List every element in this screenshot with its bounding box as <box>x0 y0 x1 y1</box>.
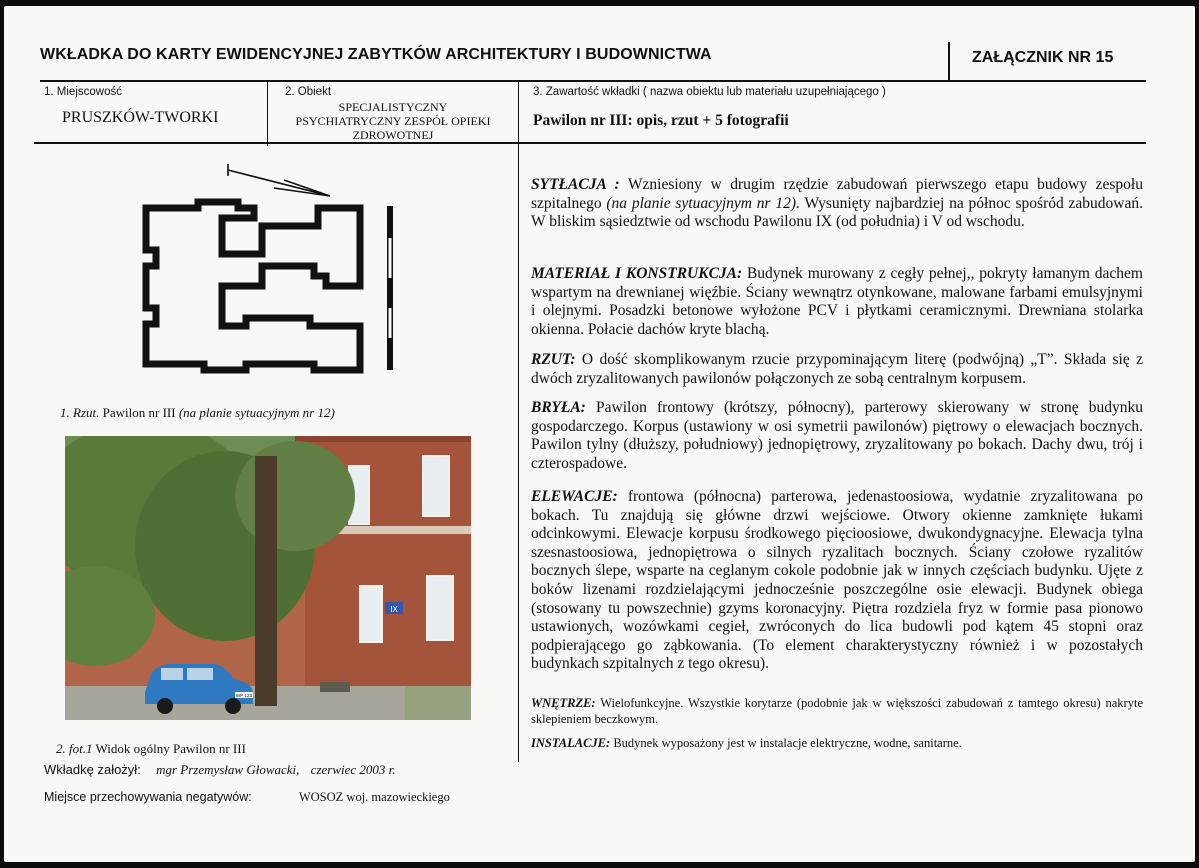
section-material <box>531 265 1143 339</box>
scale-bar-segment <box>389 308 392 338</box>
content-value: Pawilon nr III: opis, rzut + 5 fotografii <box>533 112 789 129</box>
north-arrow-head <box>274 180 330 196</box>
annex-number: ZAŁĄCZNIK NR 15 <box>972 49 1114 66</box>
field-divider-2 <box>518 82 519 146</box>
object-label: 2. Obiekt <box>285 86 332 98</box>
floor-plan-drawing <box>134 158 404 380</box>
storage-value: WOSOZ woj. mazowieckiego <box>298 790 450 804</box>
photo-caption-num: 2. <box>56 741 66 756</box>
header-divider <box>948 42 950 82</box>
section-instalacje <box>531 735 1143 751</box>
storage-label: Miejsce przechowywania negatywów: <box>44 790 252 804</box>
building-outline <box>146 202 360 370</box>
section-heading: BRYŁA: <box>531 399 586 416</box>
section-text: Wielofunkcyjne. Wszystkie korytarze (podobnie jak w większości zabudowań z tamtego okresu) nakryte sklepieniem beczkowym. <box>531 696 1143 726</box>
author-date: czerwiec 2003 r. <box>310 762 396 777</box>
fields-rule <box>34 142 1146 144</box>
building-photo <box>65 436 471 720</box>
photo-caption <box>56 741 246 757</box>
section-heading: WNĘTRZE: <box>531 696 596 710</box>
section-heading: RZUT: <box>531 351 576 368</box>
object-value-line: ZDROWOTNEJ <box>352 128 434 142</box>
section-text: Budynek murowany z cegły pełnej,, pokryty łamanym dachem wspartym na drewnianej więźbie. Ściany wewnątrz otynkowane, malowane farbami emulsyjnymi i olejnymi. Posadzki betonowe wyłożone PCV i płytkami ceramicznymi. Drewniana stolarka okienna. Połacie dachów kryte blachą. <box>531 265 1143 338</box>
column-divider <box>518 144 519 762</box>
section-heading: ELEWACJE: <box>531 488 618 505</box>
object-value-line: PSYCHIATRYCZNY ZESPÓŁ OPIEKI <box>295 114 491 128</box>
section-heading: INSTALACJE: <box>531 736 611 750</box>
header-rule <box>40 80 1146 82</box>
section-text-italic: (na planie sytuacyjnym nr 12). <box>606 194 800 212</box>
photo-caption-fot: fot.1 <box>69 741 93 756</box>
section-elewacje <box>531 488 1143 674</box>
place-value: PRUSZKÓW-TWORKI <box>62 109 219 126</box>
place-label: 1. Miejscowość <box>44 86 122 98</box>
section-bryla <box>531 399 1143 473</box>
car-plate-text: WP 123 <box>236 693 252 698</box>
section-text: Pawilon frontowy (krótszy, północny), parterowy skierowany w stronę budynku gospodarczego. Korpus (ustawiony w osi symetrii pawilonów) piętrowy o elewacjach bocznych. Pawilon tylny (dłuższy, południowy) jednopiętrowy, zryzalitowany po bokach. Dachy dwu, trój i czterospadowe. <box>531 399 1143 472</box>
section-text: Wysunięty najbardziej na północ spośród zabudowań. W bliskim sąsiedztwie od wschodu Pawilonu IX (od południa) i V od wschodu. <box>531 194 1143 231</box>
document-title: WKŁADKA DO KARTY EWIDENCYJNEJ ZABYTKÓW ARCHITEKTURY I BUDOWNICTWA <box>40 46 712 63</box>
plan-caption-rzut: Rzut. <box>73 405 100 420</box>
object-value <box>268 100 518 144</box>
section-heading: SYTŁACJA : <box>531 176 620 193</box>
section-wnetrze <box>531 695 1143 727</box>
photo-sign-text: IX <box>390 605 398 614</box>
document-sheet <box>4 6 1195 862</box>
author-value: mgr Przemysław Głowacki, <box>156 762 300 777</box>
section-text: Budynek wyposażony jest w instalacje elektryczne, wodne, sanitarne. <box>610 736 962 750</box>
photo-caption-desc: Widok ogólny Pawilon nr III <box>95 741 246 756</box>
content-label: 3. Zawartość wkładki ( nazwa obiektu lub materiału uzupełniającego ) <box>533 86 886 98</box>
plan-caption-note: (na planie sytuacyjnym nr 12) <box>178 405 335 420</box>
plan-caption <box>60 405 335 421</box>
north-arrow-shaft <box>228 170 330 196</box>
section-rzut <box>531 351 1143 388</box>
section-heading: MATERIAŁ I KONSTRUKCJA: <box>531 265 743 282</box>
photo-illustration <box>65 436 471 720</box>
object-value-line: SPECJALISTYCZNY <box>338 100 448 114</box>
scale-bar <box>387 206 393 370</box>
storage-row <box>44 790 450 805</box>
plan-caption-name: Pawilon nr III <box>102 405 176 420</box>
section-text: O dość skomplikowanym rzucie przypominającym literę (podwójną) „T”. Składa się z dwóch zryzalitowanych pawilonów połączonych ze sobą centralnym korpusem. <box>531 351 1143 387</box>
scale-bar-segment <box>389 238 392 278</box>
section-sytuacja <box>531 176 1143 232</box>
plan-caption-num: 1. <box>60 405 70 420</box>
section-text: frontowa (północna) parterowa, jedenastoosiowa, wydatnie zryzalitowana po bokach. Tu znajdują się główne drzwi wejściowe. Otwory okienne zamknięte łukami odcinkowymi. Elewacje korpusu środkowego pięcioosiowe, dwukondygnacyjne. Elewacja tylna szesnastoosiowa, jednopiętrowa o silnych ryzalitach bocznych. Ściany czołowe ryzalitów bocznych ślepe, wsparte na ceglanym cokole podobnie jak w innych częściach budynku. Ujęte z boków lizenami rozdzielającymi jednocześnie poszczególne osie elewacji. Budynek obiega (stosowany tu powszechnie) gzyms koronacyjny. Piętra rozdziela fryz w formie pasa pionowo ustawionych, wozówkami cegieł, zwróconych do lica budowli pod kątem 45 stopni oraz podpierającego go ząbkowania. (To element charakterystyczny również i w pozostałych budynkach szpitalnych z tego okresu). <box>531 488 1143 673</box>
section-text: Wzniesiony w drugim rzędzie zabudowań pierwszego etapu budowy zespołu szpitalnego <box>531 176 1143 212</box>
author-row <box>44 762 396 778</box>
author-label: Wkładkę założył: <box>44 762 141 777</box>
